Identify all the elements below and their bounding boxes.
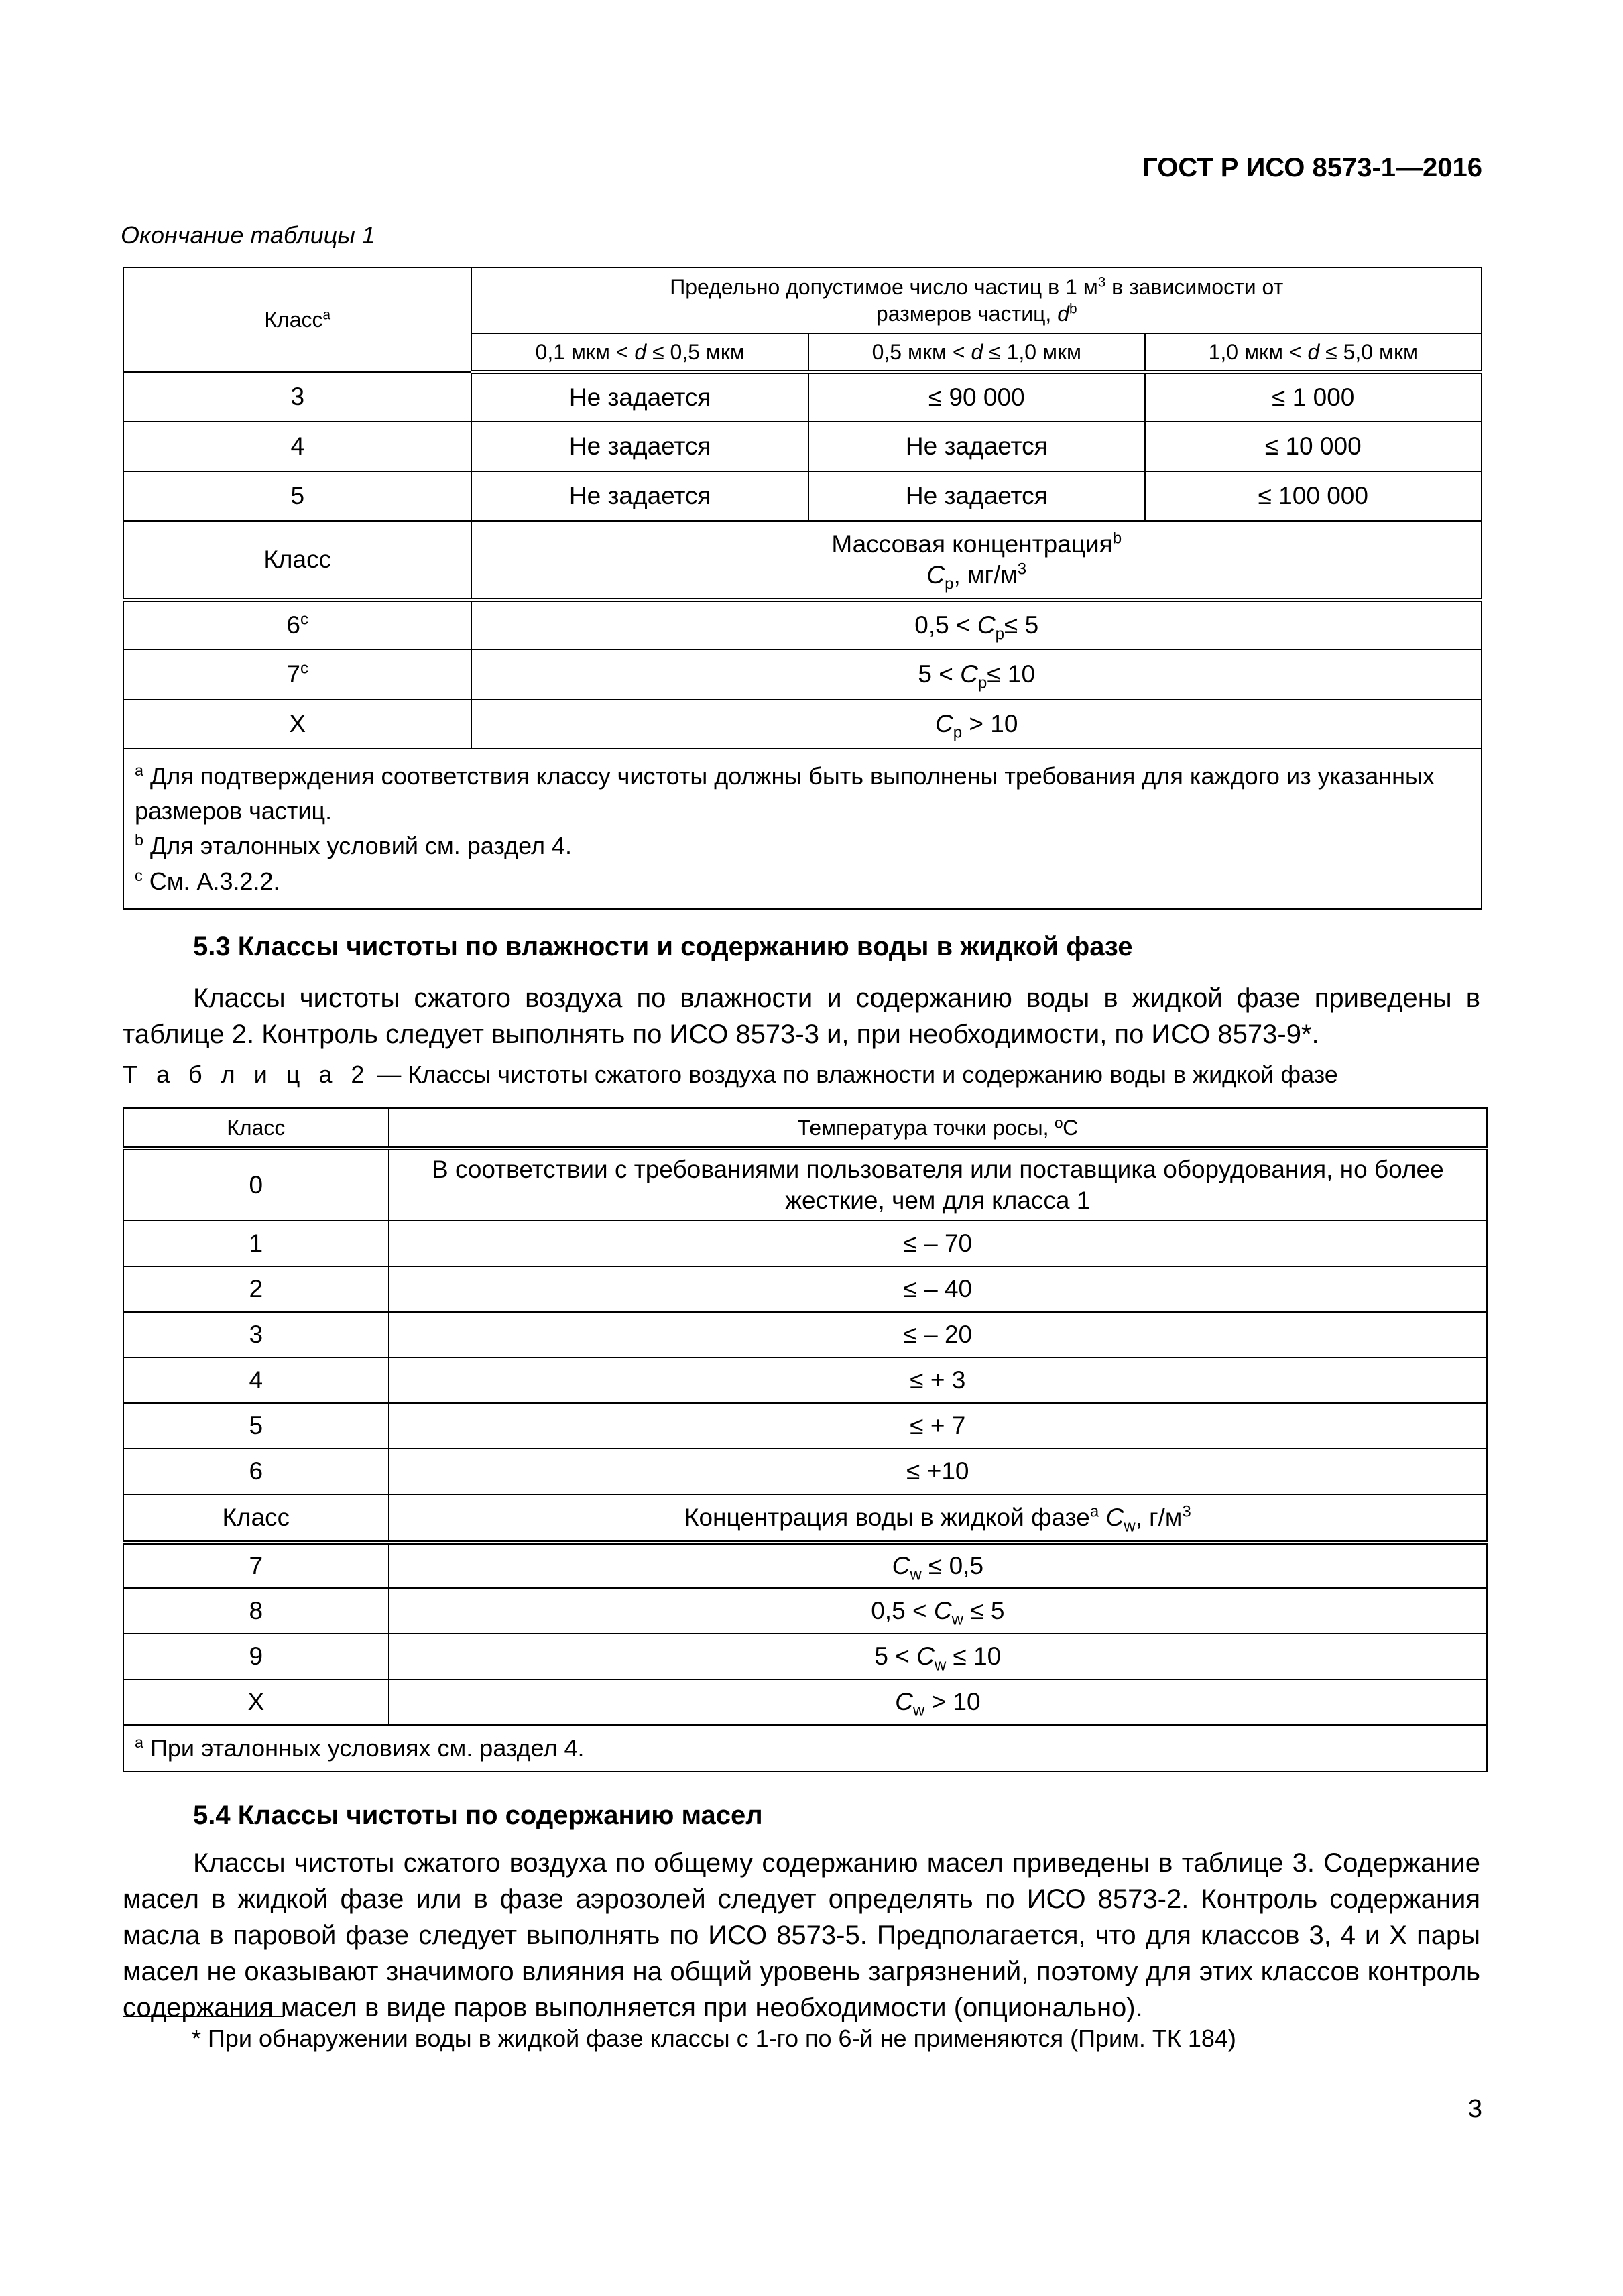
- table-cell: 7$^c$: [123, 650, 471, 699]
- table-cell: 0: [123, 1148, 389, 1221]
- table-row: [123, 1449, 1487, 1494]
- table1-subheader-3: 1,0 мкм < d ≤ 5,0 мкм: [1145, 333, 1482, 372]
- table-cell: ≤ – 20: [389, 1312, 1487, 1357]
- table-cell: Не задается: [471, 471, 808, 521]
- table-row: [123, 1403, 1487, 1449]
- section-5-3-paragraph: Классы чистоты сжатого воздуха по влажности и содержанию воды в жидкой фазе приведены в таблице 2. Контроль следует выполнять по ИСО 8573-3 и, при необходимости, по ИСО 8573-9*.: [123, 983, 1480, 1049]
- table2-class-header: Класс: [123, 1108, 389, 1148]
- table1-mass-class-header: Класс: [123, 521, 471, 600]
- table-cell: ≤ + 3: [389, 1357, 1487, 1403]
- table-cell: 1: [123, 1221, 389, 1266]
- table-cell: 5: [123, 1403, 389, 1449]
- table-cell: Не задается: [471, 422, 808, 471]
- table-row: [123, 1266, 1487, 1312]
- table-cell: 3: [123, 1312, 389, 1357]
- table2-footnote: $^a$ При эталонных условиях см. раздел 4.: [123, 1725, 1487, 1772]
- table-cell: Не задается: [808, 471, 1145, 521]
- table-cell: $5 < C_w \le 10$: [389, 1634, 1487, 1679]
- table-cell: ≤ + 7: [389, 1403, 1487, 1449]
- table-cell: ≤ 90 000: [808, 372, 1145, 422]
- table-cell: 6$^c$: [123, 600, 471, 650]
- table1-footnotes: [123, 749, 1482, 909]
- table2-caption: Т а б л и ц а 2 — Классы чистоты сжатого воздуха по влажности и содержанию воды в жидкой фазе: [123, 1061, 1338, 1088]
- table-cell: ≤ 100 000: [1145, 471, 1482, 521]
- footnote-divider: [123, 2016, 284, 2017]
- table1-subheader-1: 0,1 мкм < d ≤ 0,5 мкм: [471, 333, 808, 372]
- table-row: [123, 699, 1482, 749]
- table-cell: ≤ +10: [389, 1449, 1487, 1494]
- table2-water-class-header: Класс: [123, 1494, 389, 1543]
- table1-footnote-a: $^a$ Для подтверждения соответствия классу чистоты должны быть выполнены требования для каждого из указанных размеров частиц.: [135, 762, 1435, 825]
- table-cell: $C_w \le 0,5$: [389, 1543, 1487, 1588]
- table1: [123, 267, 1482, 910]
- table1-particles-header: Предельно допустимое число частиц в 1 $м^3$ в зависимости от размеров частиц, $d^b$: [471, 267, 1482, 333]
- table2-water-header: Концентрация воды в жидкой фазе$^a$ $C_w$, $г/м^3$: [389, 1494, 1487, 1543]
- table-cell: 2: [123, 1266, 389, 1312]
- table-cell: 6: [123, 1449, 389, 1494]
- table-row: [123, 1221, 1487, 1266]
- table-row: [123, 372, 1482, 422]
- section-5-4-paragraph: Классы чистоты сжатого воздуха по общему содержанию масел приведены в таблице 3. Содержание масел в жидкой фазе или в фазе аэрозолей следует определять по ИСО 8573-2. Контроль содержания масла в паровой фазе следует выполнять по ИСО 8573-5. Предполагается, что для классов 3, 4 и X пары масел не оказывают значимого влияния на общий уровень загрязнений, поэтому для этих классов контроль содержания масел в виде паров выполняется при необходимости (опционально).: [123, 1848, 1480, 2022]
- table1-subheader-2: 0,5 мкм < d ≤ 1,0 мкм: [808, 333, 1145, 372]
- table-cell: 5: [123, 471, 471, 521]
- table-cell: В соответствии с требованиями пользователя или поставщика оборудования, но более жесткие, чем для класса 1: [389, 1148, 1487, 1221]
- table-cell: $5 < C_p\le 10$: [471, 650, 1482, 699]
- table-cell: ≤ 10 000: [1145, 422, 1482, 471]
- table-row: [123, 1634, 1487, 1679]
- table-cell: 4: [123, 1357, 389, 1403]
- table-cell: ≤ 1 000: [1145, 372, 1482, 422]
- table-row: [123, 600, 1482, 650]
- page-number: 3: [1467, 2095, 1482, 2123]
- document-code-header: ГОСТ Р ИСО 8573-1—2016: [1142, 153, 1482, 182]
- table1-caption: Окончание таблицы 1: [121, 221, 375, 249]
- table1-mass-header: Массовая концентрация$^b$ $C_p$, $мг/м^3$: [471, 521, 1482, 600]
- table1-footnote-c: $^c$ См. А.3.2.2.: [135, 866, 280, 895]
- table-row: [123, 1148, 1487, 1221]
- table-cell: ≤ – 70: [389, 1221, 1487, 1266]
- table2-dew-header: Температура точки росы, ºС: [389, 1108, 1487, 1148]
- table-cell: X: [123, 699, 471, 749]
- table1-footnote-b: $^b$ Для эталонных условий см. раздел 4.: [135, 831, 572, 860]
- table-row: [123, 1357, 1487, 1403]
- table-row: [123, 1312, 1487, 1357]
- table-row: [123, 1679, 1487, 1725]
- table-cell: 9: [123, 1634, 389, 1679]
- table-cell: 8: [123, 1588, 389, 1634]
- table-cell: Не задается: [471, 372, 808, 422]
- table-row: [123, 471, 1482, 521]
- page-footnote: * При обнаружении воды в жидкой фазе классы с 1-го по 6-й не применяются (Прим. ТК 184): [192, 2025, 1236, 2052]
- table-cell: 3: [123, 372, 471, 422]
- table-cell: 4: [123, 422, 471, 471]
- table-cell: ≤ – 40: [389, 1266, 1487, 1312]
- section-5-3-title: 5.3 Классы чистоты по влажности и содержанию воды в жидкой фазе: [193, 932, 1133, 961]
- table-cell: $C_w > 10$: [389, 1679, 1487, 1725]
- table-row: [123, 422, 1482, 471]
- table-cell: $0,5 < C_w \le 5$: [389, 1588, 1487, 1634]
- table-row: [123, 1543, 1487, 1588]
- table2: [123, 1107, 1488, 1772]
- table-cell: Не задается: [808, 422, 1145, 471]
- table-row: [123, 1588, 1487, 1634]
- section-5-4-title: 5.4 Классы чистоты по содержанию масел: [193, 1801, 763, 1830]
- table-cell: $C_p > 10$: [471, 699, 1482, 749]
- table-cell: 7: [123, 1543, 389, 1588]
- table-cell: $0,5 < C_p\le 5$: [471, 600, 1482, 650]
- table1-class-header: Класс$^a$: [123, 267, 471, 372]
- table-cell: X: [123, 1679, 389, 1725]
- table-row: [123, 650, 1482, 699]
